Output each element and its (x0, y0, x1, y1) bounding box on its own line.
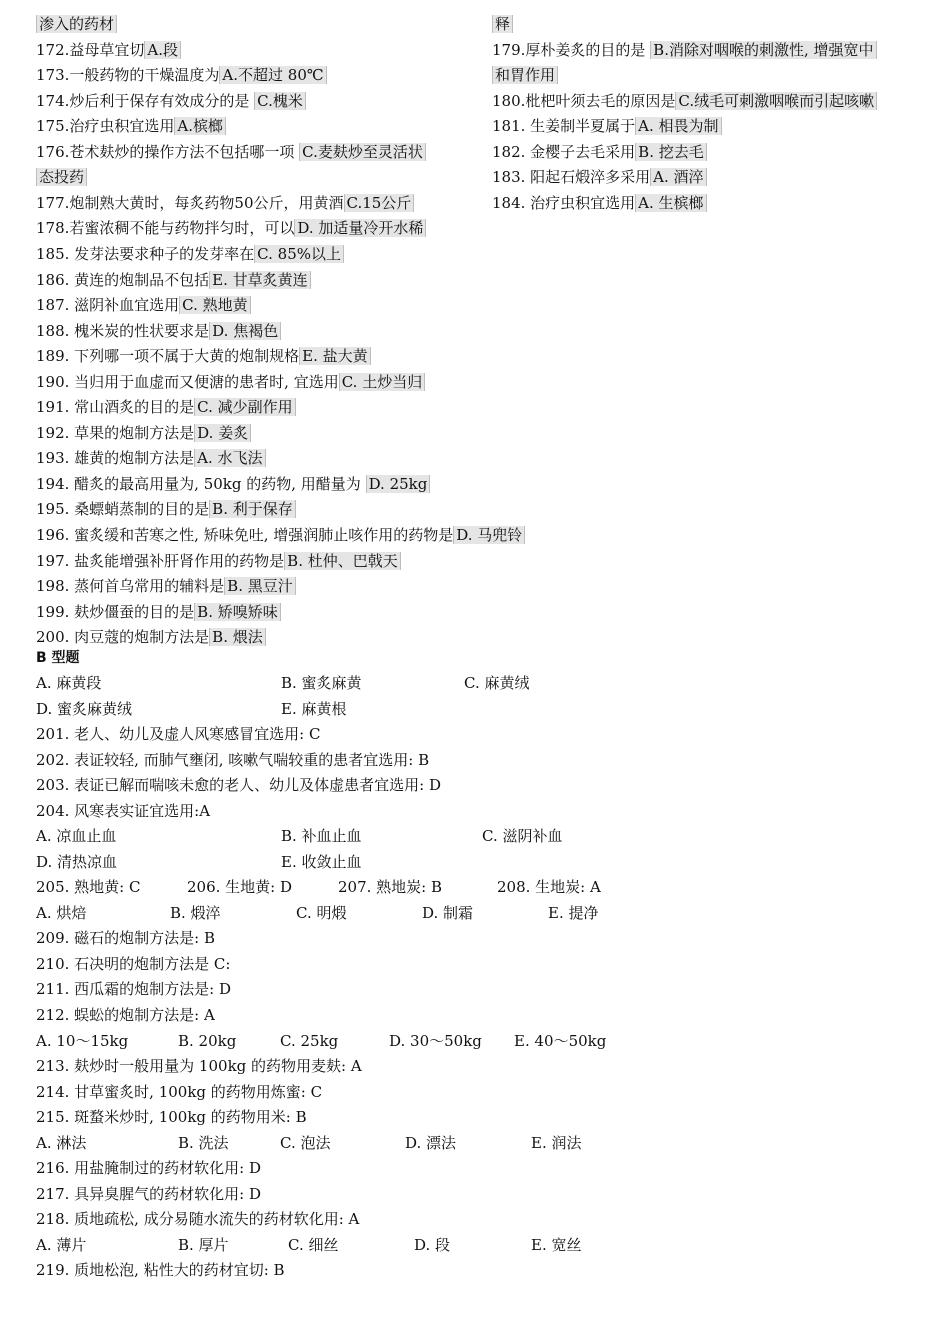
question-text: 183. 阳起石煅淬多采用 (492, 168, 651, 187)
option-e: E. 麻黄根 (281, 700, 347, 718)
option-c: C. 25kg (280, 1032, 339, 1050)
question-line: 215. 斑蝥米炒时, 100kg 的药物用米: B (36, 1108, 307, 1126)
question-line (36, 114, 226, 139)
question-line (36, 395, 296, 420)
question-line (492, 12, 513, 37)
question-line (36, 574, 296, 599)
question-text: 200. 肉豆蔻的炮制方法是 (36, 628, 210, 647)
option-a: A. 麻黄段 (36, 674, 102, 692)
answer-highlight: E. 甘草炙黄连 (209, 271, 311, 289)
question-text: 196. 蜜炙缓和苦寒之性, 矫味免吐, 增强润肺止咳作用的药物是 (36, 526, 454, 544)
question-line (492, 89, 877, 114)
option-d: D. 清热凉血 (36, 853, 118, 871)
question-text: 198. 蒸何首乌常用的辅料是 (36, 577, 225, 596)
question-line (36, 600, 281, 625)
option-e: E. 40～50kg (514, 1032, 607, 1050)
option-b: B. 蜜炙麻黄 (281, 674, 362, 692)
option-c: C. 泡法 (280, 1134, 331, 1152)
question-text: 175.治疗虫积宜选用 (36, 117, 175, 136)
question-text: 187. 滋阴补血宜选用 (36, 296, 180, 315)
question-line (36, 89, 306, 114)
answer-highlight: D. 加适量冷开水稀 (294, 219, 426, 237)
question-line: 204. 风寒表实证宜选用:A (36, 802, 211, 820)
option-b: B. 煅淬 (170, 904, 221, 922)
question-line: 212. 蜈蚣的炮制方法是: A (36, 1006, 215, 1024)
question-line: 201. 老人、幼儿及虚人风寒感冒宜选用: C (36, 725, 321, 743)
question-line: 217. 具异臭腥气的药材软化用: D (36, 1185, 262, 1203)
question-line (492, 165, 707, 190)
question-line (492, 38, 877, 63)
answer-highlight: 和胃作用 (492, 66, 558, 84)
answer-highlight: A.槟榔 (174, 117, 226, 135)
question-line (36, 38, 181, 63)
option-d: D. 漂法 (405, 1134, 457, 1152)
option-b: B. 厚片 (178, 1236, 229, 1254)
question-line (36, 497, 296, 522)
answer-highlight: B. 挖去毛 (635, 143, 707, 161)
question-line: 213. 麸炒时一般用量为 100kg 的药物用麦麸: A (36, 1057, 362, 1075)
question-line (36, 549, 401, 574)
question-text: 177.炮制熟大黄时，每炙药物50公斤，用黄酒 (36, 193, 344, 212)
answer-highlight: C.绒毛可刺激咽喉而引起咳嗽 (675, 92, 877, 110)
question-line: 216. 用盐腌制过的药材软化用: D (36, 1159, 262, 1177)
question-line: 214. 甘草蜜炙时, 100kg 的药物用炼蜜: C (36, 1083, 323, 1101)
answer-highlight: D. 姜炙 (194, 424, 251, 442)
question-line (36, 344, 371, 369)
answer-highlight: C. 熟地黄 (179, 296, 250, 314)
answer-highlight: A. 生槟榔 (635, 194, 706, 212)
question-line (36, 472, 430, 497)
question-line (492, 140, 707, 165)
option-a: A. 烘焙 (36, 904, 87, 922)
answer-highlight: D. 25kg (366, 475, 431, 493)
question-line: 209. 磁石的炮制方法是: B (36, 929, 216, 947)
question-line (36, 216, 426, 241)
question-text: 182. 金樱子去毛采用 (492, 142, 636, 161)
question-line (36, 165, 87, 190)
answer-item: 205. 熟地黄: C (36, 878, 141, 896)
answer-highlight: B. 杜仲、巴戟天 (284, 552, 401, 570)
question-line (36, 12, 117, 37)
option-c: C. 滋阴补血 (482, 827, 563, 845)
question-text: 193. 雄黄的炮制方法是 (36, 449, 195, 468)
question-text: 189. 下列哪一项不属于大黄的炮制规格 (36, 347, 300, 366)
answer-highlight: B.消除对咽喉的刺激性, 增强宽中 (650, 41, 876, 59)
question-line: 210. 石决明的炮制方法是 C: (36, 955, 231, 973)
question-text: 194. 醋炙的最高用量为, 50kg 的药物, 用醋量为 (36, 474, 366, 493)
answer-highlight: E. 盐大黄 (299, 347, 371, 365)
answer-highlight: D. 马兜铃 (453, 526, 525, 544)
option-d: D. 蜜炙麻黄绒 (36, 700, 133, 718)
question-line (36, 268, 311, 293)
question-text: 197. 盐炙能增强补肝肾作用的药物是 (36, 551, 285, 570)
question-line (36, 140, 426, 165)
question-line (36, 370, 425, 395)
answer-highlight: B. 矫嗅矫味 (194, 603, 281, 621)
question-text: 190. 当归用于血虚而又便溏的患者时, 宜选用 (36, 372, 339, 391)
question-line (36, 191, 414, 216)
question-line (36, 523, 525, 548)
option-e: E. 收敛止血 (281, 853, 362, 871)
question-line: 218. 质地疏松, 成分易随水流失的药材软化用: A (36, 1210, 360, 1228)
option-b: B. 补血止血 (281, 827, 362, 845)
question-text: 195. 桑螵蛸蒸制的目的是 (36, 500, 210, 519)
answer-highlight: 态投药 (36, 168, 87, 186)
option-e: E. 宽丝 (531, 1236, 582, 1254)
option-c: C. 麻黄绒 (464, 674, 530, 692)
answer-item: 208. 生地炭: A (497, 878, 601, 896)
option-c: C. 明煅 (296, 904, 347, 922)
option-a: A. 薄片 (36, 1236, 87, 1254)
question-text: 191. 常山酒炙的目的是 (36, 398, 195, 417)
answer-highlight: C.麦麸炒至灵活状 (299, 143, 426, 161)
option-e: E. 润法 (531, 1134, 582, 1152)
question-line: 211. 西瓜霜的炮制方法是: D (36, 980, 232, 998)
answer-highlight: B. 煨法 (209, 628, 266, 646)
question-line (492, 114, 722, 139)
question-text: 181. 生姜制半夏属于 (492, 117, 636, 136)
question-text: 199. 麸炒僵蚕的目的是 (36, 602, 195, 621)
question-line (36, 421, 251, 446)
answer-highlight: B. 利于保存 (209, 500, 296, 518)
answer-highlight: C.15公斤 (344, 194, 415, 212)
question-line: 203. 表证已解而喘咳未愈的老人、幼儿及体虚患者宜选用: D (36, 776, 442, 794)
question-text: 179.厚朴姜炙的目的是 (492, 40, 651, 59)
answer-item: 206. 生地黄: D (187, 878, 293, 896)
section-heading: B 型题 (36, 650, 80, 666)
question-text: 184. 治疗虫积宜选用 (492, 193, 636, 212)
question-text: 174.炒后利于保存有效成分的是 (36, 91, 255, 110)
answer-highlight: C. 85%以上 (254, 245, 344, 263)
option-a: A. 凉血止血 (36, 827, 117, 845)
question-line (36, 293, 251, 318)
answer-highlight: C. 土炒当归 (339, 373, 425, 391)
answer-highlight: A. 相畏为制 (635, 117, 721, 135)
question-text: 180.枇杷叶须去毛的原因是 (492, 91, 676, 110)
option-b: B. 洗法 (178, 1134, 229, 1152)
question-text: 185. 发芽法要求种子的发芽率在 (36, 244, 255, 263)
answer-highlight: C.槐米 (254, 92, 306, 110)
option-b: B. 20kg (178, 1032, 237, 1050)
answer-highlight: C. 减少副作用 (194, 398, 295, 416)
answer-highlight: A.段 (144, 41, 181, 59)
question-line (36, 446, 266, 471)
option-d: D. 段 (414, 1236, 451, 1254)
question-line (36, 242, 344, 267)
answer-highlight: D. 焦褐色 (209, 322, 281, 340)
option-d: D. 制霜 (422, 904, 474, 922)
option-a: A. 10～15kg (36, 1032, 129, 1050)
answer-highlight: A. 酒淬 (650, 168, 706, 186)
answer-highlight: 渗入的药材 (36, 15, 117, 33)
option-d: D. 30～50kg (389, 1032, 482, 1050)
option-e: E. 提净 (548, 904, 599, 922)
question-line (492, 63, 558, 88)
question-text: 188. 槐米炭的性状要求是 (36, 321, 210, 340)
question-text: 172.益母草宜切 (36, 40, 145, 59)
answer-item: 207. 熟地炭: B (338, 878, 443, 896)
question-text: 178.若蜜浓稠不能与药物拌匀时，可以 (36, 219, 295, 238)
question-line (36, 319, 281, 344)
answer-highlight: B. 黑豆汁 (224, 577, 296, 595)
question-text: 176.苍术麸炒的操作方法不包括哪一项 (36, 142, 300, 161)
answer-highlight: A.不超过 80℃ (219, 66, 326, 84)
question-text: 186. 黄连的炮制品不包括 (36, 270, 210, 289)
question-line: 202. 表证较轻, 而肺气壅闭, 咳嗽气喘较重的患者宜选用: B (36, 751, 430, 769)
answer-highlight: 释 (492, 15, 513, 33)
option-c: C. 细丝 (288, 1236, 339, 1254)
option-a: A. 淋法 (36, 1134, 87, 1152)
question-line: 219. 质地松泡, 粘性大的药材宜切: B (36, 1261, 285, 1279)
answer-highlight: A. 水飞法 (194, 449, 265, 467)
question-line (36, 63, 327, 88)
question-line (492, 191, 707, 216)
question-text: 173.一般药物的干燥温度为 (36, 66, 220, 85)
question-text: 192. 草果的炮制方法是 (36, 423, 195, 442)
